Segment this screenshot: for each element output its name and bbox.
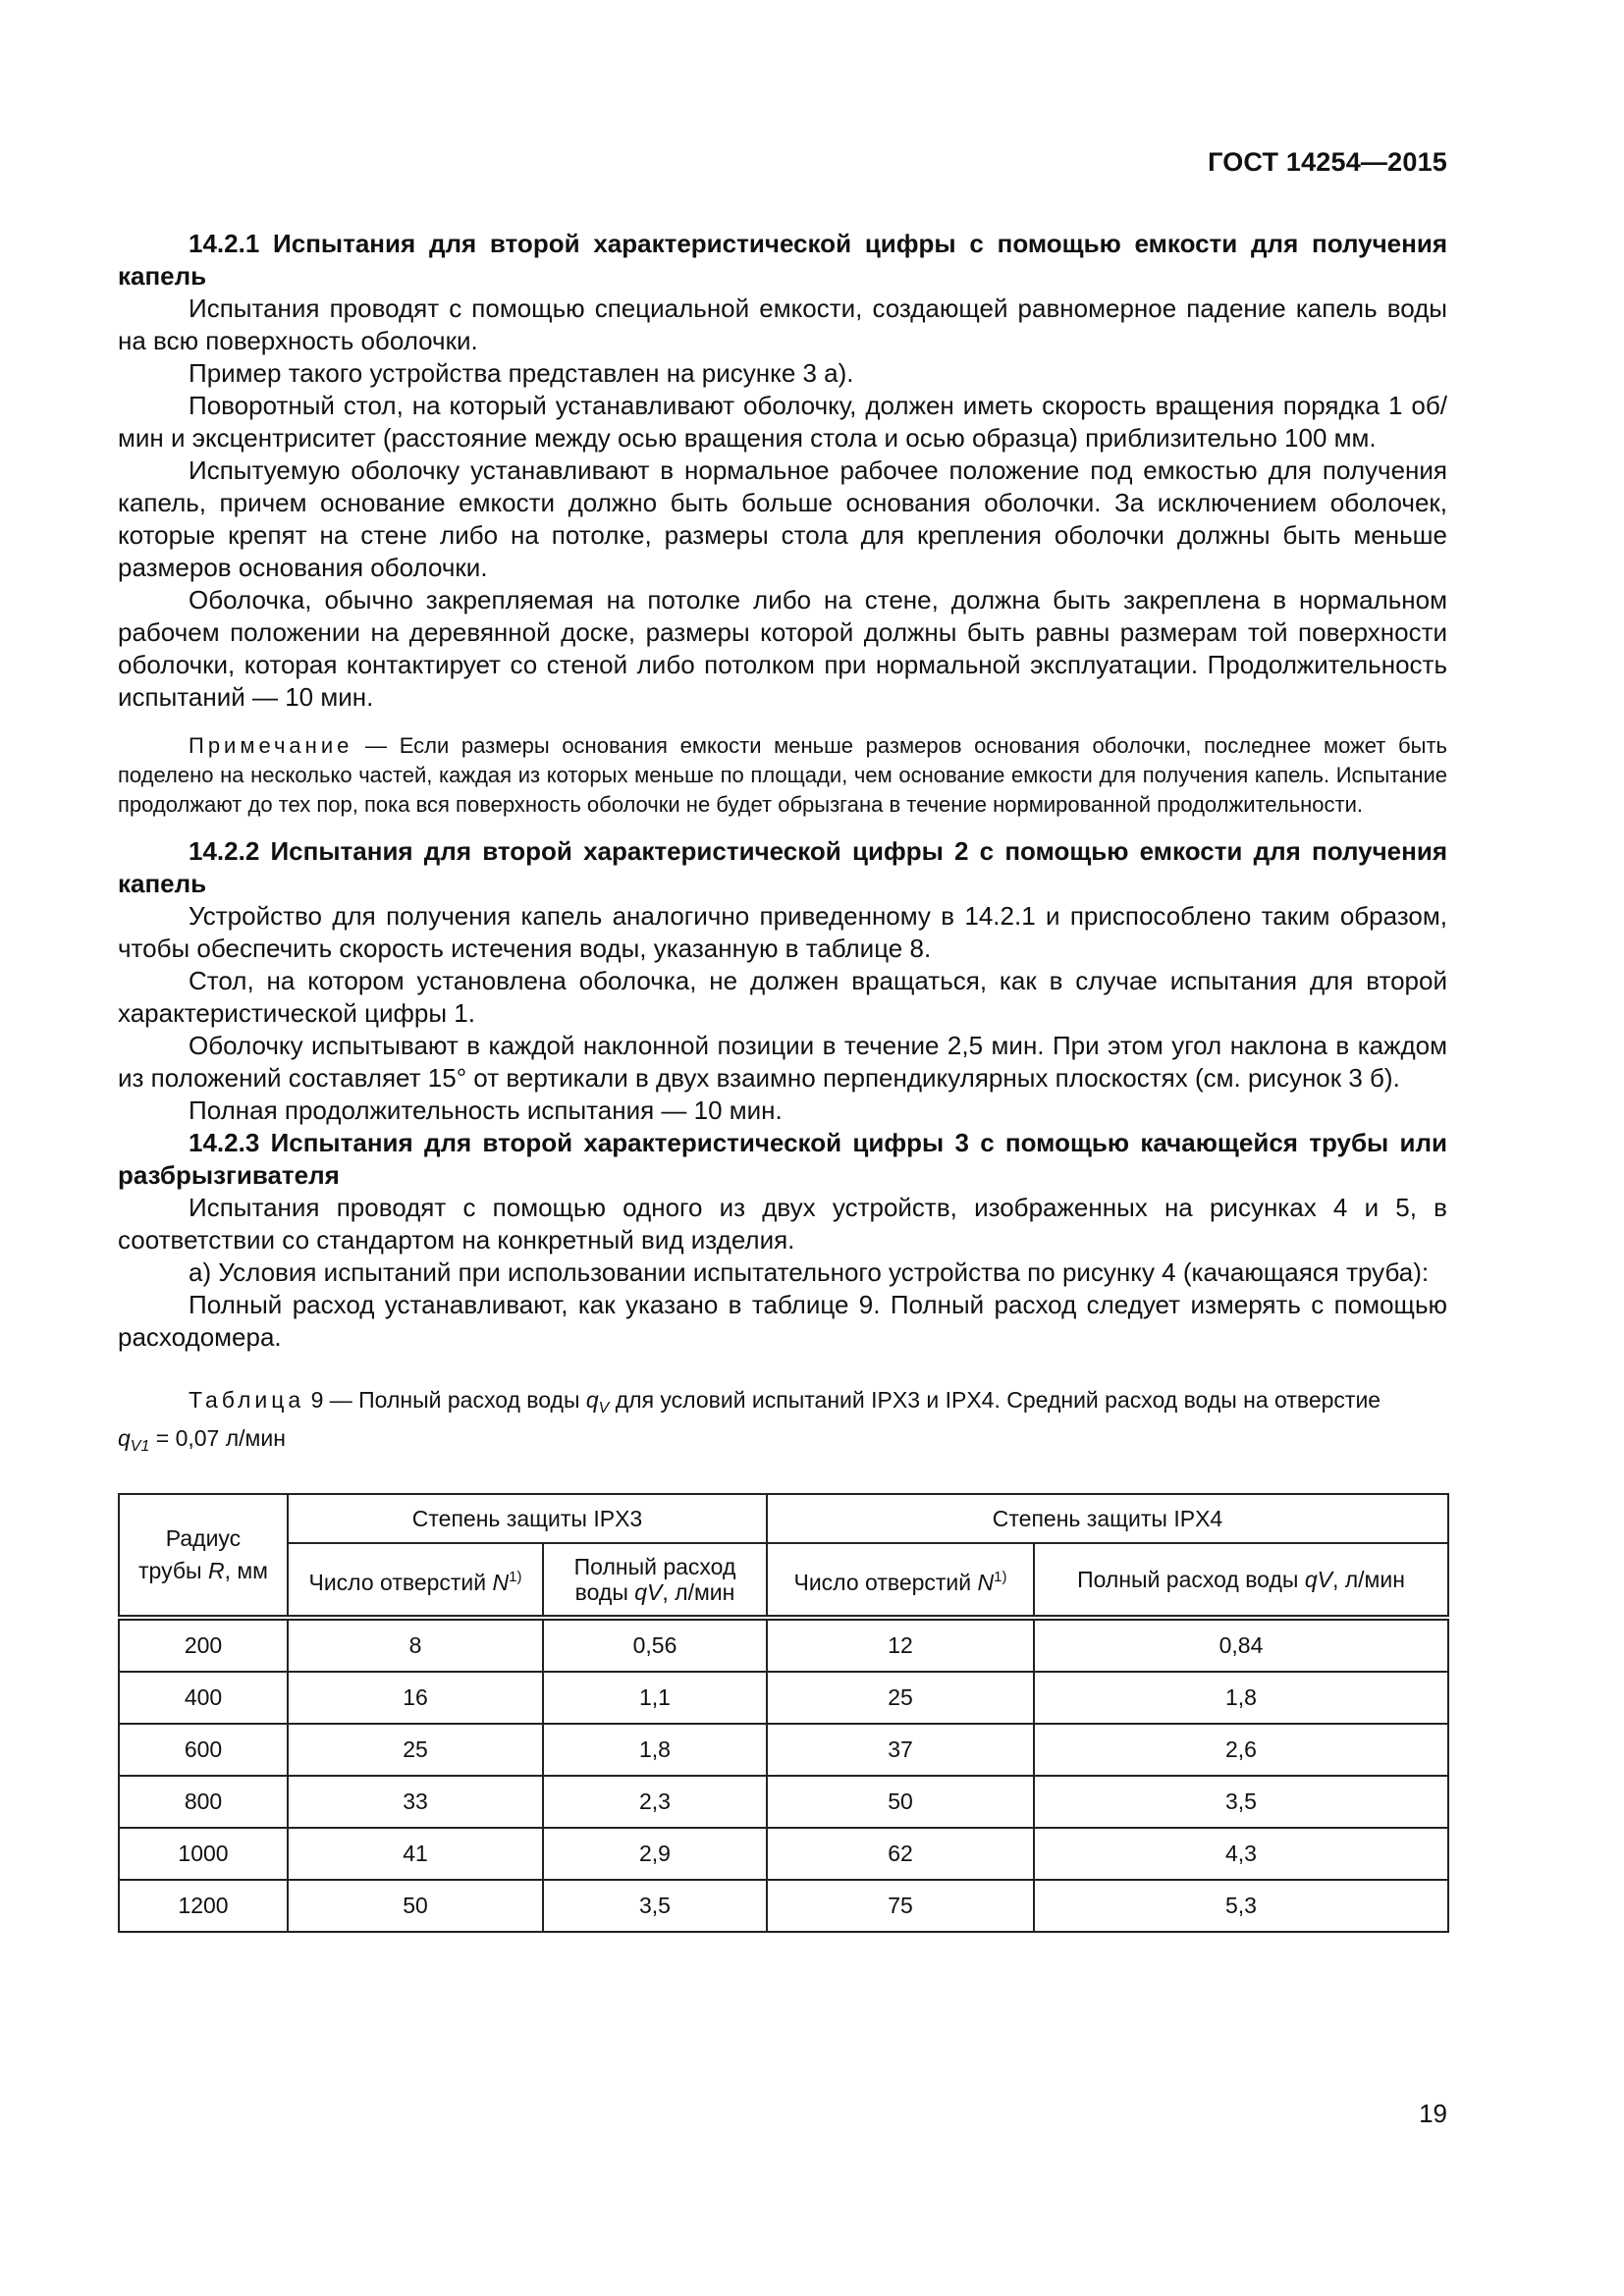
table-row — [119, 1672, 1448, 1724]
cell-flow-ipx4: 2,6 — [1034, 1724, 1448, 1776]
table-row — [119, 1828, 1448, 1880]
paragraph: а) Условия испытаний при использовании испытательного устройства по рисунку 4 (качающаяся труба): — [189, 1257, 1430, 1287]
cell-radius: 400 — [119, 1672, 288, 1724]
cell-flow-ipx3: 1,8 — [543, 1724, 767, 1776]
cell-flow-ipx3: 2,3 — [543, 1776, 767, 1828]
cell-holes-ipx3: 33 — [288, 1776, 543, 1828]
cell-holes-ipx4: 50 — [767, 1776, 1034, 1828]
cell-flow-ipx4: 4,3 — [1034, 1828, 1448, 1880]
cell-radius: 1000 — [119, 1828, 288, 1880]
table-caption: Таблица 9 — Полный расход воды $q_V$ для условий испытаний IPX3 и IPX4. Средний расход воды на отверстие $q_{V1} = 0,07$ л/мин — [118, 1387, 1381, 1455]
paragraph: Испытуемую оболочку устанавливают в нормальное рабочее положение под емкостью для получения капель, причем основание емкости должно быть больше основания оболочки. За исключением оболочек, которые крепят на стене либо на потолке, размеры стола для крепления оболочки должны быть меньше размеров основания оболочки. — [118, 455, 1447, 582]
cell-holes-ipx4: 37 — [767, 1724, 1034, 1776]
note-label: Примечание — [189, 733, 353, 758]
cell-holes-ipx4: 12 — [767, 1618, 1034, 1672]
note-text: — Если размеры основания емкости меньше размеров основания оболочки, последнее может быть поделено на несколько частей, каждая из которых меньше по площади, чем основание емкости для получения капель. Испытание продолжают до тех пор, пока вся поверхность оболочки не будет обрызгана в течение нормированной продолжительности. — [118, 733, 1447, 817]
col-header-radius: Радиус трубы R, мм — [119, 1494, 288, 1618]
cell-flow-ipx3: 1,1 — [543, 1672, 767, 1724]
paragraph: Испытания проводят с помощью специальной емкости, создающей равномерное падение капель воды на всю поверхность оболочки. — [118, 294, 1447, 355]
cell-holes-ipx3: 8 — [288, 1618, 543, 1672]
heading-14-2-3: 14.2.3 Испытания для второй характеристической цифры 3 с помощью качающейся трубы или разбрызгивателя — [118, 1128, 1447, 1190]
col-header-ipx4: Степень защиты IPX4 — [767, 1494, 1448, 1543]
col-header-holes-ipx4: Число отверстий $N^{1)}$ — [767, 1543, 1034, 1618]
paragraph: Поворотный стол, на который устанавливают оболочку, должен иметь скорость вращения порядка 1 об/мин и эксцентриситет (расстояние между осью вращения стола и осью образца) приблизительно 100 мм. — [118, 391, 1447, 453]
body-text — [118, 228, 1447, 1933]
cell-flow-ipx4: 3,5 — [1034, 1776, 1448, 1828]
cell-radius: 200 — [119, 1618, 288, 1672]
paragraph: Оболочка, обычно закрепляемая на потолке либо на стене, должна быть закреплена в нормальном рабочем положении на деревянной доске, размеры которой должны быть равны размерам той поверхности оболочки, которая контактирует со стеной либо потолком при нормальной эксплуатации. Продолжительность испытаний — 10 мин. — [118, 585, 1447, 712]
cell-radius: 600 — [119, 1724, 288, 1776]
table-row — [119, 1618, 1448, 1672]
paragraph: Пример такого устройства представлен на рисунке 3 а). — [189, 358, 854, 388]
flow-rate-table — [118, 1493, 1449, 1933]
col-header-holes-ipx3: Число отверстий $N^{1)}$ — [288, 1543, 543, 1618]
document-id: ГОСТ 14254—2015 — [1208, 147, 1447, 177]
cell-holes-ipx4: 62 — [767, 1828, 1034, 1880]
note — [118, 731, 1447, 820]
cell-holes-ipx3: 50 — [288, 1880, 543, 1932]
cell-flow-ipx4: 0,84 — [1034, 1618, 1448, 1672]
col-header-ipx3: Степень защиты IPX3 — [288, 1494, 767, 1543]
cell-holes-ipx4: 25 — [767, 1672, 1034, 1724]
cell-flow-ipx3: 0,56 — [543, 1618, 767, 1672]
paragraph: Стол, на котором установлена оболочка, не должен вращаться, как в случае испытания для второй характеристической цифры 1. — [118, 966, 1447, 1028]
table-row — [119, 1880, 1448, 1932]
cell-holes-ipx3: 16 — [288, 1672, 543, 1724]
paragraph: Полная продолжительность испытания — 10 мин. — [189, 1095, 783, 1125]
table-9 — [118, 1493, 1447, 1933]
paragraph: Устройство для получения капель аналогично приведенному в 14.2.1 и приспособлено таким образом, чтобы обеспечить скорость истечения воды, указанную в таблице 8. — [118, 901, 1447, 963]
cell-flow-ipx4: 5,3 — [1034, 1880, 1448, 1932]
paragraph: Полный расход устанавливают, как указано в таблице 9. Полный расход следует измерять с помощью расходомера. — [118, 1290, 1447, 1352]
page-number: 19 — [1419, 2099, 1447, 2128]
cell-holes-ipx4: 75 — [767, 1880, 1034, 1932]
table-row — [119, 1724, 1448, 1776]
heading-14-2-1: 14.2.1 Испытания для второй характеристической цифры с помощью емкости для получения капель — [118, 229, 1447, 291]
table-row — [119, 1776, 1448, 1828]
paragraph: Оболочку испытывают в каждой наклонной позиции в течение 2,5 мин. При этом угол наклона в каждом из положений составляет 15° от вертикали в двух взаимно перпендикулярных плоскостях (см. рисунок 3 б). — [118, 1031, 1447, 1093]
cell-holes-ipx3: 41 — [288, 1828, 543, 1880]
col-header-flow-ipx3: Полный расход воды qV, л/мин — [543, 1543, 767, 1618]
cell-holes-ipx3: 25 — [288, 1724, 543, 1776]
cell-flow-ipx4: 1,8 — [1034, 1672, 1448, 1724]
cell-radius: 1200 — [119, 1880, 288, 1932]
paragraph: Испытания проводят с помощью одного из двух устройств, изображенных на рисунках 4 и 5, в соответствии со стандартом на конкретный вид изделия. — [118, 1193, 1447, 1255]
cell-flow-ipx3: 2,9 — [543, 1828, 767, 1880]
cell-radius: 800 — [119, 1776, 288, 1828]
cell-flow-ipx3: 3,5 — [543, 1880, 767, 1932]
col-header-flow-ipx4: Полный расход воды qV, л/мин — [1034, 1543, 1448, 1618]
heading-14-2-2: 14.2.2 Испытания для второй характеристической цифры 2 с помощью емкости для получения капель — [118, 836, 1447, 898]
